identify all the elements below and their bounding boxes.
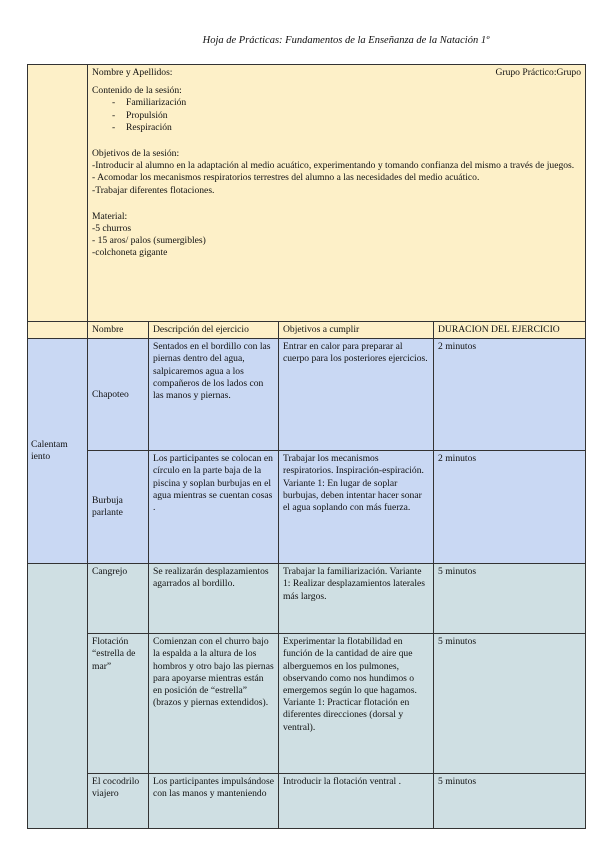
exercise-name: El cocodrilo viajero [88, 774, 149, 829]
exercise-duration: 5 minutos [434, 774, 586, 829]
column-header-name: Nombre [88, 322, 149, 339]
objective-item: - Acomodar los mecanismos respiratorios terrestres del alumno a las necesidades del medio acuático. [92, 172, 480, 184]
exercise-description: Comienzan con el churro bajo la espalda a la altura de los hombros y otro bajo las piernas para apoyarse mientras están en posición de “estrella” (brazos y piernas extendidos). [149, 634, 279, 774]
exercise-name: Flotación “estrella de mar” [88, 634, 149, 774]
exercise-name: Chapoteo [88, 339, 149, 451]
exercise-name: Cangrejo [88, 564, 149, 634]
exercise-goals: Trabajar la familiarización. Variante 1: Realizar desplazamientos laterales más largos. [279, 564, 434, 634]
section-label-main [28, 564, 88, 829]
group-label: Grupo Práctico:Grupo [495, 67, 581, 78]
objective-item: -Introducir al alumno en la adaptación al medio acuático, experimentando y tomando confianza del mismo a través de juegos. [92, 160, 575, 172]
table-row [28, 451, 586, 564]
material-item: - 15 aros/ palos (sumergibles) [92, 235, 206, 247]
session-info-cell [88, 65, 586, 322]
exercise-description: Los participantes se colocan en círculo en la parte baja de la piscina y soplan burbujas en el agua mientras se cuentan cosas . [149, 451, 279, 564]
exercise-description: Se realizarán desplazamientos agarrados al bordillo. [149, 564, 279, 634]
exercise-goals: Experimentar la flotabilidad en función de la cantidad de aire que alberguemos en los pulmones, observando como nos hundimos o emergemos según lo que hagamos. Variante 1: Practicar flotación en diferentes direcciones (dorsal y ventral). [279, 634, 434, 774]
exercise-goals: Introducir la flotación ventral . [279, 774, 434, 829]
exercise-name: Burbuja parlante [88, 451, 149, 564]
material-label: Material: [92, 210, 128, 222]
material-item: -colchoneta gigante [92, 247, 168, 259]
practice-sheet-table [27, 64, 586, 829]
table-row [28, 564, 586, 634]
column-header-duration: DURACION DEL EJERCICIO [434, 322, 586, 339]
table-row [28, 634, 586, 774]
contents-list [92, 97, 581, 134]
contents-item: - Propulsión [92, 110, 581, 122]
contents-label: Contenido de la sesión: [92, 85, 182, 97]
name-label: Nombre y Apellidos: [92, 67, 173, 78]
objectives-label: Objetivos de la sesión: [92, 148, 180, 160]
column-header-row [28, 322, 586, 339]
column-header-goals: Objetivos a cumplir [279, 322, 434, 339]
section-label-warmup: Calentam iento [28, 339, 88, 564]
table-row [28, 774, 586, 829]
objective-item: -Trabajar diferentes flotaciones. [92, 184, 215, 196]
exercise-goals: Trabajar los mecanismos respiratorios. Inspiración-espiración. Variante 1: En lugar de soplar burbujas, deben intentar hacer sonar el agua soplando con más fuerza. [279, 451, 434, 564]
section-label-empty [28, 65, 88, 322]
exercise-duration: 5 minutos [434, 634, 586, 774]
document-title: Hoja de Prácticas: Fundamentos de la Enseñanza de la Natación 1º [202, 35, 490, 46]
exercise-duration: 2 minutos [434, 451, 586, 564]
exercise-duration: 5 minutos [434, 564, 586, 634]
exercise-goals: Entrar en calor para preparar al cuerpo para los posteriores ejercicios. [279, 339, 434, 451]
material-item: -5 churros [92, 223, 132, 235]
exercise-duration: 2 minutos [434, 339, 586, 451]
table-row [28, 339, 586, 451]
exercise-description: Sentados en el bordillo con las piernas dentro del agua, salpicaremos agua a los compañeros de los lados con las manos y piernas. [149, 339, 279, 451]
section-label-empty [28, 322, 88, 339]
column-header-description: Descripción del ejercicio [149, 322, 279, 339]
exercise-description: Los participantes impulsándose con las manos y manteniendo [149, 774, 279, 829]
contents-item: - Familiarización [92, 97, 581, 109]
session-info-row [28, 65, 586, 322]
contents-item: - Respiración [92, 122, 581, 134]
